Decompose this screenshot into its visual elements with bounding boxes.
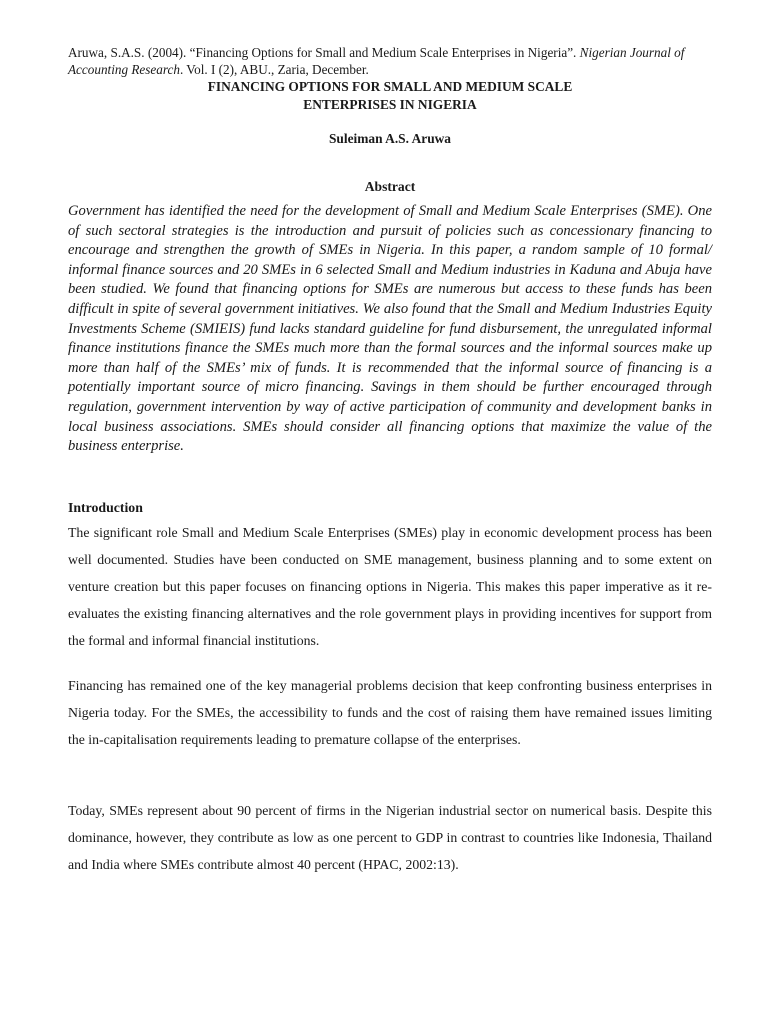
- citation-journal: Nigerian Journal of Accounting Research: [68, 45, 685, 77]
- abstract-body: Government has identified the need for the development of Small and Medium Scale Enterprises (SME). One of such sectoral strategies is the introduction and pursuit of policies such as concessionary financing to encourage and strengthen the growth of SMEs in Nigeria. In this paper, a random sample of 10 formal/ informal finance sources and 20 SMEs in 6 selected Small and Medium industries in Kaduna and Abuja have been studied. We found that financing options for SMEs are numerous but access to these funds has been difficult in spite of several government initiatives. We also found that the Small and Medium Industries Equity Investments Scheme (SMIEIS) fund lacks standard guideline for fund disbursement, the unregulated informal finance institutions finance the SMEs much more than the formal sources and the informal sources make up more than half of the SMEs’ mix of funds. It is recommended that the informal source of financing is a potentially important source of micro financing. Savings in them should be further encouraged through regulation, government intervention by way of active participation of community and development banks in local business associations. SMEs should consider all financing options that maximize the value of the business enterprise.: [68, 203, 712, 455]
- author-name: Suleiman A.S. Aruwa: [328, 131, 452, 146]
- citation-volume: . Vol. I (2), ABU., Zaria, December.: [179, 62, 369, 77]
- paper-title-line-2: ENTERPRISES IN NIGERIA: [303, 97, 477, 112]
- introduction-heading: Introduction: [68, 499, 143, 515]
- citation-text: Aruwa, S.A.S. (2004). “Financing Options for Small and Medium Scale Enterprises in Nigeria”.: [68, 45, 580, 60]
- paper-title-line-1: FINANCING OPTIONS FOR SMALL AND MEDIUM SCALE: [207, 79, 573, 94]
- introduction-paragraph-2: Financing has remained one of the key managerial problems decision that keep confronting business enterprises in Nigeria today. For the SMEs, the accessibility to funds and the cost of raising them have remained issues limiting the in-capitalisation requirements leading to premature collapse of the enterprises.: [68, 677, 712, 747]
- introduction-paragraph-3: Today, SMEs represent about 90 percent of firms in the Nigerian industrial sector on numerical basis. Despite this dominance, however, they contribute as low as one percent to GDP in contrast to countries like Indonesia, Thailand and India where SMEs contribute almost 40 percent (HPAC, 2002:13).: [68, 802, 712, 872]
- citation: [68, 44, 712, 78]
- introduction-paragraph-1: The significant role Small and Medium Scale Enterprises (SMEs) play in economic development process has been well documented. Studies have been conducted on SME management, business planning and to some extent on venture creation but this paper focuses on financing options in Nigeria. This makes this paper imperative as it re-evaluates the existing financing alternatives and the role government plays in providing incentives for support from the formal and informal financial institutions.: [68, 524, 712, 648]
- paper-title: [68, 78, 712, 114]
- document-page: [68, 44, 712, 878]
- abstract-heading: Abstract: [364, 179, 416, 194]
